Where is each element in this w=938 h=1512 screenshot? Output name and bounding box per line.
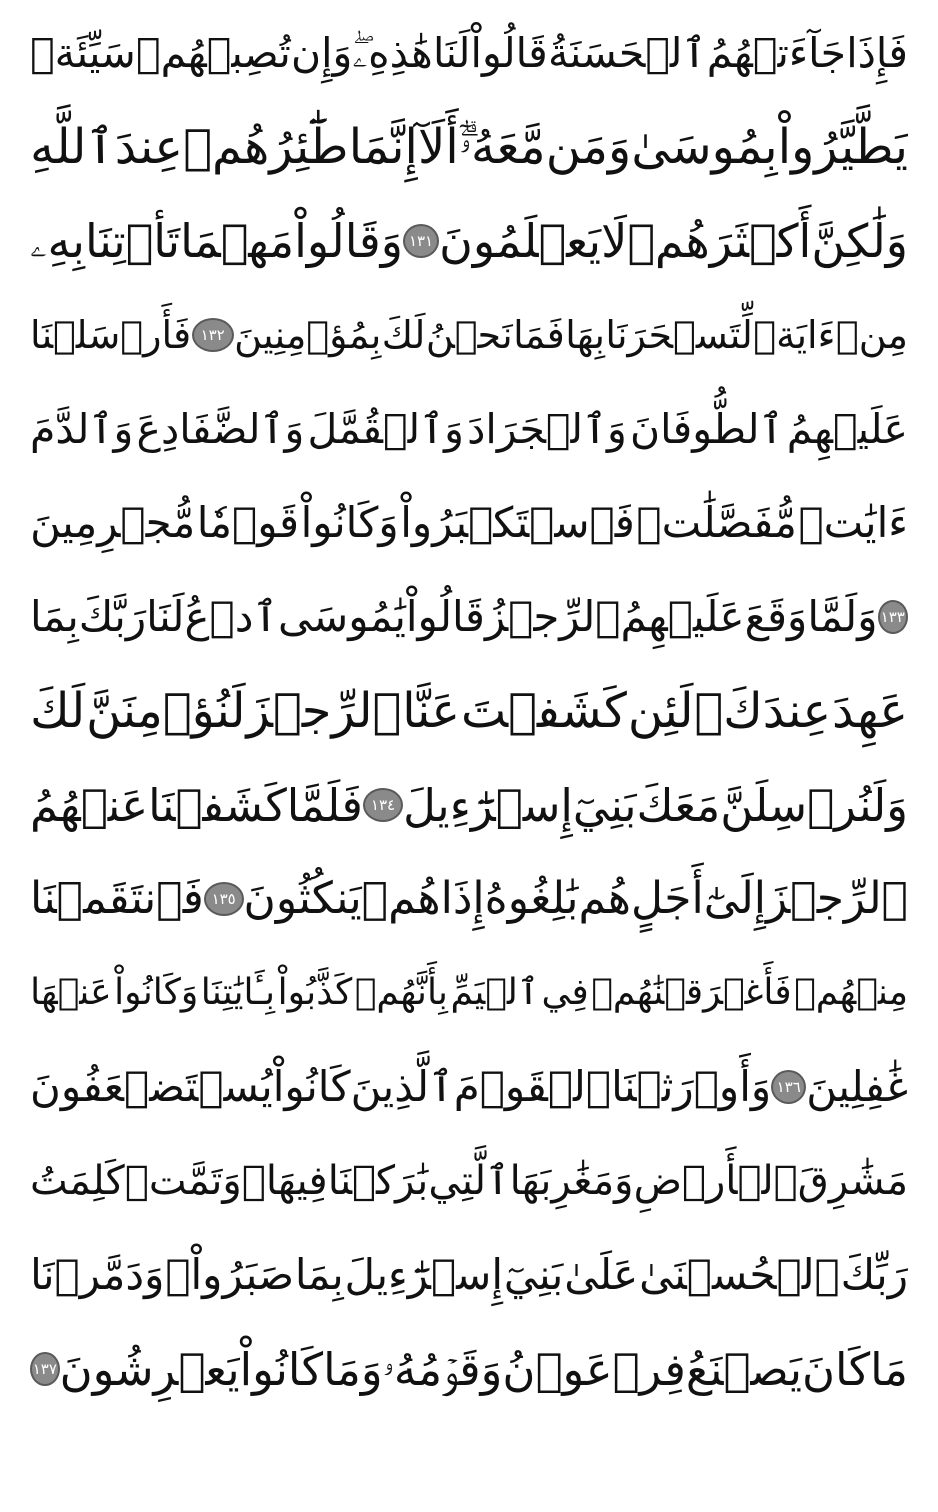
word: يَعۡلَمُونَ [439,214,602,268]
word: مَهۡمَا [180,214,295,268]
ayah-number-marker: ١٣٤ [363,788,403,822]
word: عَلَيۡهِمُ [620,592,745,641]
word: كَذَّبُواْ [277,972,353,1013]
text-line [30,1228,908,1322]
word: بَنِيٓ [503,1250,564,1299]
word: وَأَوۡرَثۡنَا [611,1062,772,1111]
word: يُسۡتَضۡعَفُونَ [30,1062,273,1111]
word: بِمَا [30,592,79,641]
word: وَلَنُرۡسِلَنَّ [720,778,908,832]
word: وَمَغَٰرِبَهَا [509,1158,634,1204]
ayah-number-marker: ١٣٢ [192,318,234,352]
ayah-number-marker: ١٣٦ [771,1070,806,1104]
word: عَنَّا [402,683,461,739]
word: مِنۡهُمۡ [794,972,908,1013]
word: طَٰٓئِرُهُمۡ [183,119,349,175]
word: ٱلۡقَوۡمَ [453,1062,612,1111]
word: ٱلرِّجۡزُ [484,592,621,641]
word: مَا [870,1342,908,1396]
word: فِي [541,972,589,1013]
word: لَكَ [381,313,426,357]
word: بِمُوسَىٰ [631,119,778,175]
text-line [30,570,908,664]
word: بِمَا [294,1250,344,1299]
word: أَلَآ [418,119,459,175]
text-line [30,852,908,946]
word: بِأَنَّهُمۡ [354,972,448,1013]
word: نَحۡنُ [425,313,513,357]
word: رَبَّكَ [78,592,147,641]
word: مُّفَصَّلَٰتٖ [636,498,797,547]
word: عَنۡهُمُ [30,778,149,832]
word: عِندَ [114,119,184,175]
word: عَلَىٰ [564,1250,639,1299]
word: كَانَ [801,1342,871,1396]
word: ٱلۡأَرۡضِ [633,1158,798,1204]
word: فَٱنتَقَمۡنَا [30,873,204,924]
text-line [30,1040,908,1134]
word: قَالُواْ [470,28,548,77]
word: رَبِّكَ [840,1250,908,1299]
word: أَجَلٍ [630,873,704,924]
word: تُصِبۡهُمۡ [136,28,291,77]
word: مُّجۡرِمِينَ [30,498,196,547]
word: فِرۡعَوۡنُ [502,1342,686,1396]
word: ٱلرِّجۡزَ [246,683,402,739]
word: كَلِمَتُ [30,1158,125,1204]
word: كَانُواْ [239,1342,324,1396]
text-line [30,476,908,570]
word: بَٰرَكۡنَا [327,1158,429,1204]
word: يَنكُثُونَ [243,873,362,924]
word: لَا [601,214,628,268]
word: لَئِن [627,683,694,739]
word: ٱلۡيَمِّ [450,972,539,1013]
word: مَعَكَ [636,778,721,832]
ayah-number-marker: ١٣٣ [878,600,909,634]
word: يَٰمُوسَى [278,592,406,641]
word: تَأۡتِنَا [84,214,181,268]
word: مَشَٰرِقَ [797,1158,908,1204]
word: وَتَمَّتۡ [124,1158,242,1204]
word: هُمۡ [361,873,441,924]
word: فَأَغۡرَقۡنَٰهُمۡ [591,972,792,1013]
word: ٱللَّهِ [30,119,115,175]
word: فَمَا [513,313,565,357]
word: ٱلرِّجۡزَ [766,873,908,924]
word: وَٱلۡقُمَّلَ [307,404,464,453]
word: هُم [578,873,631,924]
text-line [30,664,908,758]
text-line [30,6,908,100]
word: وَٱلۡجَرَادَ [467,404,627,453]
word: ٱلطُّوفَانَ [630,404,784,453]
word: عَلَيۡهِمُ [786,404,908,453]
word: فِيهَاۖ [241,1158,328,1204]
word: لَنَا [146,592,185,641]
word: ٱلَّتِي [428,1158,510,1204]
word: بِهِۦ [30,214,85,268]
word: ٱلۡحُسۡنَىٰ [639,1250,840,1299]
text-line [30,946,908,1040]
word: إِلَىٰٓ [703,873,767,924]
word: لَنُؤۡمِنَنَّ [86,683,246,739]
word: مِنۡ [835,313,908,357]
word: وَلَمَّا [807,592,878,641]
word: فَٱسۡتَكۡبَرُواْ [400,498,635,547]
word: قَالُواْ [405,592,485,641]
word: غَٰفِلِينَ [806,1062,908,1111]
word: وَقَعَ [744,592,808,641]
word: هَٰذِهِۦۖ [352,28,433,77]
word: وَلَٰكِنَّ [811,214,908,268]
word: قَوۡمٗا [196,498,300,547]
word: سَيِّئَةٞ [30,28,136,77]
word: ٱلَّذِينَ [350,1062,454,1111]
word: ٱلۡحَسَنَةُ [547,28,707,77]
word: عَهِدَ [832,683,908,739]
text-line [30,1134,908,1228]
word: لَكَ [30,683,86,739]
word: فَلَمَّا [286,778,363,832]
word: لَنَا [432,28,471,77]
word: يَصۡنَعُ [685,1342,802,1396]
word: وَقَالُواْ [294,214,403,268]
word: مَّعَهُۥٓۗ [458,119,546,175]
word: ءَايَٰتٖ [798,498,908,547]
word: كَشَفۡنَا [148,778,287,832]
word: وَدَمَّرۡنَا [30,1250,165,1299]
word: يَعۡرِشُونَ [59,1342,240,1396]
ayah-number-marker: ١٣٥ [204,882,244,916]
word: إِذَا [440,873,485,924]
word: وَمَا [323,1342,383,1396]
word: كَانُواْ [272,1062,351,1111]
word: أَكۡثَرَهُمۡ [627,214,812,268]
word: عَنۡهَا [30,972,112,1013]
word: بِهَا [565,313,605,357]
text-line [30,100,908,194]
word: عِندَكَۖ [694,683,832,739]
ayah-number-marker: ١٣٧ [30,1352,60,1386]
text-line [30,758,908,852]
word: وَكَانُواْ [114,972,199,1013]
word: يَطَّيَّرُواْ [777,119,908,175]
word: بِمُؤۡمِنِينَ [234,313,382,357]
word: ٱدۡعُ [184,592,279,641]
word: وَٱلضَّفَادِعَ [136,404,305,453]
word: بَنِيٓ [572,778,637,832]
text-line [30,382,908,476]
word: وَإِن [290,28,353,77]
word: إِنَّمَا [348,119,418,175]
word: وَٱلدَّمَ [30,404,134,453]
word: وَقَوۡمُهُۥ [382,1342,503,1396]
word: كَشَفۡتَ [460,683,627,739]
text-line [30,1322,908,1416]
word: جَآءَتۡهُمُ [706,28,847,77]
word: إِسۡرَٰٓءِيلَ [344,1250,504,1299]
text-line [30,194,908,288]
word: وَمَن [545,119,632,175]
word: بِـَٔايَٰتِنَا [200,972,276,1013]
word: ءَايَةٖ [753,313,836,357]
word: صَبَرُواْۖ [165,1250,294,1299]
word: وَكَانُواْ [300,498,399,547]
word: بَٰلِغُوهُ [484,873,579,924]
word: فَإِذَا [846,28,908,77]
ayah-number-marker: ١٣١ [403,224,439,258]
word: إِسۡرَٰٓءِيلَ [403,778,573,832]
word: فَأَرۡسَلۡنَا [30,313,192,357]
text-line [30,288,908,382]
word: لِّتَسۡحَرَنَا [605,313,753,357]
